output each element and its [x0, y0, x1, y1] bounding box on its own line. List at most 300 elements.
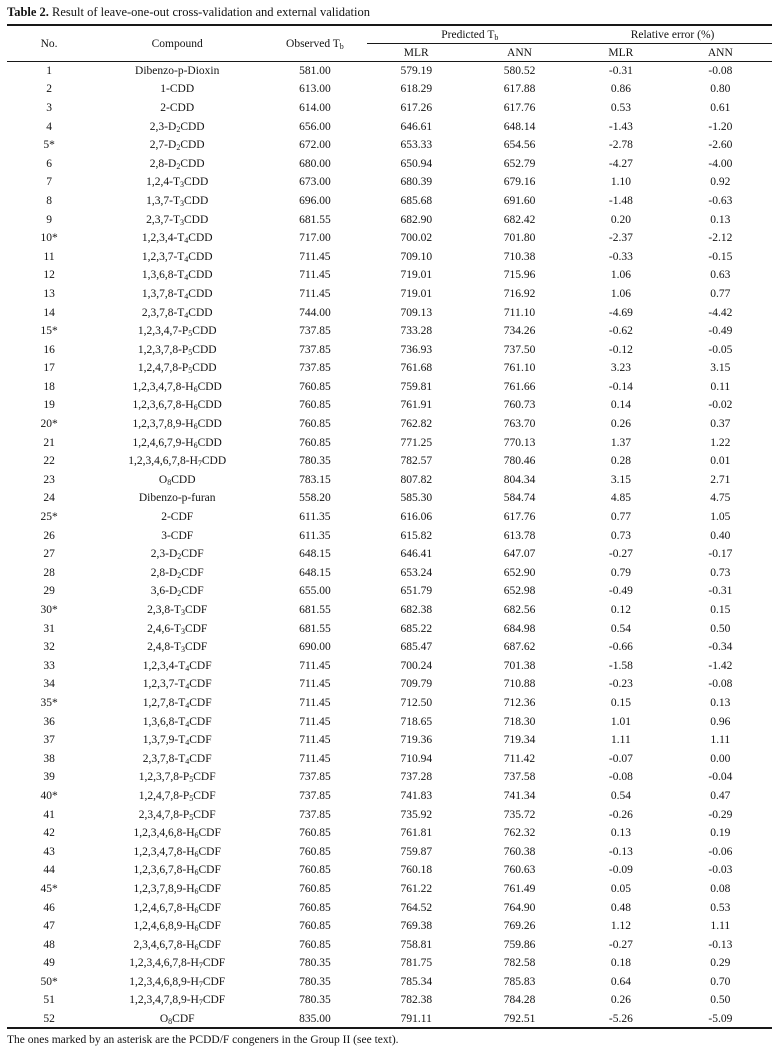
table-row — [7, 935, 772, 954]
no-cell: 4 — [46, 120, 52, 133]
compound-cell: $1,2,4,6,7,8-H_6CDF$ — [133, 901, 221, 915]
compound-cell: $2,4,6-T_3CDF$ — [147, 622, 208, 636]
error-ann-cell: -0.49 — [708, 325, 733, 338]
error-mlr-cell: 0.15 — [610, 696, 631, 709]
header-error-mlr: MLR — [608, 46, 634, 59]
compound-cell: 1-CDD — [160, 83, 195, 96]
observed-tb-cell: 711.45 — [299, 659, 331, 672]
predicted-mlr-cell: 585.30 — [400, 492, 433, 505]
subscript-b: b — [494, 32, 499, 42]
predicted-mlr-cell: 700.02 — [400, 232, 433, 245]
error-ann-cell: -5.09 — [708, 1012, 733, 1025]
compound-cell: $2,3,7,8-T_4CDD$ — [141, 306, 213, 320]
no-cell: 49 — [43, 957, 55, 970]
error-mlr-cell: -5.26 — [608, 1012, 633, 1025]
table-row — [7, 880, 772, 899]
no-cell: 9 — [46, 213, 52, 226]
header-relative-error: Relative error (%) — [573, 25, 772, 44]
predicted-mlr-cell: 682.90 — [400, 213, 433, 226]
predicted-ann-cell: 652.98 — [503, 585, 536, 598]
table-row — [7, 210, 772, 229]
error-mlr-cell: 0.28 — [610, 455, 631, 468]
predicted-mlr-cell: 650.94 — [400, 157, 433, 170]
predicted-ann-cell: 716.92 — [503, 287, 536, 300]
compound-cell: $1,2,3,4-T_4CDF$ — [142, 659, 212, 673]
error-ann-cell: 0.70 — [710, 975, 731, 988]
predicted-ann-cell: 617.76 — [503, 101, 536, 114]
error-mlr-cell: 0.79 — [610, 566, 631, 579]
error-mlr-cell: -0.07 — [608, 752, 633, 765]
observed-tb-cell: 690.00 — [299, 641, 331, 654]
predicted-mlr-cell: 781.75 — [400, 957, 433, 970]
observed-tb-cell: 711.45 — [299, 250, 331, 263]
error-ann-cell: -4.42 — [708, 306, 733, 319]
observed-tb-cell: 711.45 — [299, 678, 331, 691]
table-row — [7, 247, 772, 266]
predicted-ann-cell: 711.10 — [503, 306, 536, 319]
predicted-mlr-cell: 759.87 — [400, 845, 433, 858]
results-table — [7, 24, 772, 1029]
table-caption: Result of leave-one-out cross-validation and external validation — [52, 5, 370, 19]
predicted-ann-cell: 711.42 — [503, 752, 536, 765]
predicted-ann-cell: 792.51 — [503, 1012, 536, 1025]
error-ann-cell: -0.03 — [708, 864, 733, 877]
compound-cell: $1,2,3,4,6,8-H_6CDF$ — [133, 827, 221, 841]
no-cell: 2 — [46, 83, 52, 96]
no-cell: 7 — [46, 176, 52, 189]
predicted-ann-cell: 710.88 — [503, 678, 536, 691]
error-mlr-cell: -0.31 — [608, 65, 633, 78]
observed-tb-cell: 780.35 — [299, 957, 331, 970]
error-mlr-cell: 3.23 — [610, 362, 631, 375]
observed-tb-cell: 648.15 — [299, 566, 331, 579]
header-predicted-mlr: MLR — [403, 46, 429, 59]
observed-tb-cell: 760.85 — [299, 380, 331, 393]
no-cell: 43 — [43, 845, 55, 858]
error-mlr-cell: -4.69 — [608, 306, 633, 319]
predicted-mlr-cell: 737.28 — [400, 771, 433, 784]
error-ann-cell: 0.13 — [710, 213, 731, 226]
table-row — [7, 898, 772, 917]
compound-cell: $1,3,6,8-T_4CDD$ — [141, 269, 213, 283]
header-predicted-ann: ANN — [507, 46, 532, 59]
table-row — [7, 526, 772, 545]
predicted-ann-cell: 782.58 — [503, 957, 536, 970]
error-ann-cell: 1.11 — [710, 920, 731, 933]
error-mlr-cell: -2.37 — [608, 232, 633, 245]
compound-cell: $2,3,8-T_3CDF$ — [147, 604, 208, 618]
observed-tb-cell: 737.85 — [299, 343, 331, 356]
predicted-mlr-cell: 719.01 — [400, 269, 433, 282]
error-mlr-cell: 1.11 — [611, 734, 631, 747]
error-ann-cell: 0.47 — [710, 789, 731, 802]
error-mlr-cell: 1.37 — [610, 436, 631, 449]
predicted-ann-cell: 715.96 — [503, 269, 536, 282]
table-row — [7, 675, 772, 694]
predicted-ann-cell: 763.70 — [503, 418, 536, 431]
predicted-ann-cell: 764.90 — [503, 901, 536, 914]
table-row — [7, 731, 772, 750]
observed-tb-cell: 711.45 — [299, 287, 331, 300]
compound-cell: $1,2,3,7,8-P_5CDD$ — [137, 343, 217, 357]
predicted-mlr-cell: 680.39 — [400, 176, 433, 189]
predicted-ann-cell: 710.38 — [503, 250, 536, 263]
observed-tb-cell: 737.85 — [299, 362, 331, 375]
predicted-ann-cell: 741.34 — [503, 789, 536, 802]
predicted-ann-cell: 584.74 — [503, 492, 536, 505]
error-ann-cell: -0.31 — [708, 585, 733, 598]
observed-tb-cell: 655.00 — [299, 585, 331, 598]
predicted-mlr-cell: 579.19 — [400, 65, 433, 78]
predicted-mlr-cell: 758.81 — [400, 938, 433, 951]
error-mlr-cell: 0.77 — [610, 511, 631, 524]
error-ann-cell: 0.40 — [710, 529, 731, 542]
observed-tb-cell: 760.85 — [299, 845, 331, 858]
error-ann-cell: 0.01 — [710, 455, 731, 468]
no-cell: 32 — [43, 641, 55, 654]
compound-cell: 2-CDD — [160, 101, 195, 114]
table-row — [7, 787, 772, 806]
observed-tb-cell: 711.45 — [299, 752, 331, 765]
compound-cell: $1,2,3,7,8,9-H_6CDD$ — [132, 418, 222, 432]
error-ann-cell: -0.17 — [708, 548, 733, 561]
no-cell: 3 — [46, 101, 52, 114]
predicted-ann-cell: 652.90 — [503, 566, 536, 579]
error-mlr-cell: 4.85 — [610, 492, 631, 505]
error-ann-cell: -0.05 — [708, 343, 733, 356]
predicted-ann-cell: 760.38 — [503, 845, 536, 858]
compound-cell: 3-CDF — [161, 529, 194, 542]
predicted-ann-cell: 617.76 — [503, 511, 536, 524]
predicted-ann-cell: 761.49 — [503, 882, 536, 895]
no-cell: 36 — [43, 715, 55, 728]
observed-tb-cell: 760.85 — [299, 864, 331, 877]
observed-tb-cell: 760.85 — [299, 938, 331, 951]
table-row — [7, 154, 772, 173]
error-ann-cell: -0.08 — [708, 678, 733, 691]
predicted-ann-cell: 701.38 — [503, 659, 536, 672]
observed-tb-cell: 681.55 — [299, 213, 331, 226]
predicted-mlr-cell: 741.83 — [400, 789, 433, 802]
table-row — [7, 545, 772, 564]
observed-tb-cell: 581.00 — [299, 65, 331, 78]
predicted-ann-cell: 687.62 — [503, 641, 536, 654]
observed-tb-cell: 680.00 — [299, 157, 331, 170]
observed-tb-cell: 760.85 — [299, 418, 331, 431]
compound-cell: $1,2,3,7,8,9-H_6CDF$ — [133, 882, 221, 896]
error-mlr-cell: 0.05 — [610, 882, 631, 895]
table-row — [7, 396, 772, 415]
observed-tb-cell: 835.00 — [299, 1012, 331, 1025]
predicted-ann-cell: 682.56 — [503, 604, 536, 617]
error-ann-cell: -0.34 — [708, 641, 733, 654]
predicted-mlr-cell: 653.33 — [400, 139, 433, 152]
compound-cell: $1,3,7,8-T_4CDD$ — [141, 287, 213, 301]
predicted-mlr-cell: 617.26 — [400, 101, 433, 114]
no-cell: 46 — [43, 901, 55, 914]
error-mlr-cell: 1.06 — [610, 287, 631, 300]
predicted-mlr-cell: 760.18 — [400, 864, 433, 877]
observed-tb-cell: 780.35 — [299, 975, 331, 988]
predicted-mlr-cell: 700.24 — [400, 659, 433, 672]
table-title — [7, 4, 772, 21]
error-mlr-cell: -0.33 — [608, 250, 633, 263]
compound-cell: $1,2,3,4,7,8-H_6CDF$ — [133, 845, 221, 859]
predicted-ann-cell: 760.63 — [503, 864, 536, 877]
error-mlr-cell: 3.15 — [610, 473, 631, 486]
compound-cell: $2,7-D_2CDD$ — [149, 139, 205, 153]
observed-tb-cell: 760.85 — [299, 920, 331, 933]
observed-tb-cell: 648.15 — [299, 548, 331, 561]
predicted-mlr-cell: 764.52 — [400, 901, 433, 914]
table-row — [7, 173, 772, 192]
no-cell: 33 — [43, 659, 55, 672]
no-cell: 34 — [43, 678, 55, 691]
error-ann-cell: -0.15 — [708, 250, 733, 263]
observed-tb-cell: 711.45 — [299, 734, 331, 747]
table-row — [7, 415, 772, 434]
error-ann-cell: 0.08 — [710, 882, 731, 895]
predicted-mlr-cell: 685.47 — [400, 641, 433, 654]
compound-cell: $1,2,4,6,8,9-H_6CDF$ — [133, 920, 221, 934]
observed-tb-cell: 744.00 — [299, 306, 331, 319]
error-ann-cell: 1.11 — [710, 734, 731, 747]
compound-cell: 2-CDF — [161, 511, 194, 524]
table-row — [7, 954, 772, 973]
predicted-mlr-cell: 759.81 — [400, 380, 433, 393]
table-row — [7, 1010, 772, 1029]
table-row — [7, 117, 772, 136]
error-ann-cell: -0.06 — [708, 845, 733, 858]
error-ann-cell: 0.19 — [710, 827, 731, 840]
predicted-ann-cell: 784.28 — [503, 994, 536, 1007]
error-mlr-cell: -1.43 — [608, 120, 633, 133]
error-ann-cell: -2.12 — [708, 232, 733, 245]
predicted-mlr-cell: 651.79 — [400, 585, 433, 598]
no-cell: 11 — [43, 250, 55, 263]
error-mlr-cell: 0.12 — [610, 604, 631, 617]
table-row — [7, 80, 772, 99]
error-ann-cell: 0.37 — [710, 418, 731, 431]
no-cell: 27 — [43, 548, 55, 561]
table-row — [7, 99, 772, 118]
error-mlr-cell: 0.86 — [610, 83, 631, 96]
table-row — [7, 285, 772, 304]
predicted-mlr-cell: 653.24 — [400, 566, 433, 579]
no-cell: 47 — [43, 920, 55, 933]
error-ann-cell: -1.42 — [708, 659, 733, 672]
observed-tb-cell: 760.85 — [299, 882, 331, 895]
header-compound: Compound — [151, 37, 203, 50]
observed-tb-cell: 696.00 — [299, 194, 331, 207]
no-cell: 42 — [43, 827, 55, 840]
table-row — [7, 303, 772, 322]
compound-cell: $2,3,4,7,8-P_5CDF$ — [138, 808, 216, 822]
predicted-mlr-cell: 682.38 — [400, 604, 433, 617]
error-ann-cell: -0.29 — [708, 808, 733, 821]
table-row — [7, 973, 772, 992]
table-row — [7, 266, 772, 285]
no-cell: 40* — [40, 789, 58, 802]
table-row — [7, 564, 772, 583]
predicted-mlr-cell: 712.50 — [400, 696, 433, 709]
no-cell: 52 — [43, 1012, 55, 1025]
no-cell: 15* — [40, 325, 58, 338]
compound-cell: $3,6-D_2CDF$ — [150, 585, 204, 599]
compound-cell: $2,3,7,8-T_4CDF$ — [142, 752, 212, 766]
observed-tb-cell: 760.85 — [299, 827, 331, 840]
no-cell: 18 — [43, 380, 55, 393]
predicted-ann-cell: 762.32 — [503, 827, 536, 840]
error-ann-cell: -4.00 — [708, 157, 733, 170]
predicted-ann-cell: 761.66 — [503, 380, 536, 393]
compound-cell: $1,3,7,9-T_4CDF$ — [142, 734, 212, 748]
error-ann-cell: 0.80 — [710, 83, 731, 96]
predicted-mlr-cell: 761.68 — [400, 362, 433, 375]
predicted-ann-cell: 804.34 — [503, 473, 536, 486]
error-ann-cell: -0.13 — [708, 938, 733, 951]
error-mlr-cell: 1.10 — [610, 176, 631, 189]
compound-cell: $2,3,4,6,7,8-H_6CDF$ — [133, 938, 221, 952]
error-mlr-cell: 1.01 — [610, 715, 631, 728]
compound-cell: $1,3,6,8-T_4CDF$ — [142, 715, 212, 729]
compound-cell: $1,2,3,4,6,8,9-H_7CDF$ — [129, 975, 226, 989]
error-ann-cell: 0.92 — [710, 176, 731, 189]
no-cell: 23 — [43, 473, 55, 486]
observed-tb-cell: 717.00 — [299, 232, 331, 245]
error-mlr-cell: -0.23 — [608, 678, 633, 691]
predicted-mlr-cell: 685.68 — [400, 194, 433, 207]
error-ann-cell: 2.71 — [710, 473, 731, 486]
error-ann-cell: 1.05 — [710, 511, 731, 524]
table-row — [7, 712, 772, 731]
table-row — [7, 601, 772, 620]
predicted-mlr-cell: 709.13 — [400, 306, 433, 319]
error-mlr-cell: -0.62 — [608, 325, 633, 338]
no-cell: 22 — [43, 455, 55, 468]
compound-cell: $1,2,3,7-T_4CDF$ — [142, 678, 212, 692]
error-mlr-cell: -0.09 — [608, 864, 633, 877]
table-row — [7, 433, 772, 452]
observed-tb-cell: 672.00 — [299, 139, 331, 152]
table-row — [7, 582, 772, 601]
error-mlr-cell: -0.49 — [608, 585, 633, 598]
table-row — [7, 489, 772, 508]
error-mlr-cell: -0.26 — [608, 808, 633, 821]
compound-cell: Dibenzo-p-furan — [138, 492, 216, 505]
predicted-mlr-cell: 762.82 — [400, 418, 433, 431]
predicted-mlr-cell: 782.38 — [400, 994, 433, 1007]
compound-cell: $1,2,4-T_3CDD$ — [146, 176, 209, 190]
predicted-mlr-cell: 761.91 — [400, 399, 433, 412]
no-cell: 17 — [43, 362, 55, 375]
header-error-ann: ANN — [707, 46, 733, 59]
table-row — [7, 694, 772, 713]
observed-tb-cell: 737.85 — [299, 808, 331, 821]
table-row — [7, 638, 772, 657]
compound-cell: $1,2,3,4,6,7,8-H_7CDF$ — [129, 957, 226, 971]
predicted-ann-cell: 785.83 — [503, 975, 536, 988]
compound-cell: $1,2,4,6,7,9-H_6CDD$ — [132, 436, 222, 450]
predicted-ann-cell: 647.07 — [503, 548, 536, 561]
compound-cell: $2,8-D_2CDF$ — [150, 566, 204, 580]
observed-tb-cell: 673.00 — [299, 176, 331, 189]
no-cell: 10* — [40, 232, 58, 245]
error-ann-cell: 0.15 — [710, 604, 731, 617]
error-mlr-cell: -2.78 — [608, 139, 633, 152]
table-row — [7, 340, 772, 359]
error-mlr-cell: 0.53 — [610, 101, 631, 114]
table-row — [7, 917, 772, 936]
table-row — [7, 657, 772, 676]
error-ann-cell: 0.96 — [710, 715, 731, 728]
no-cell: 44 — [43, 864, 55, 877]
error-mlr-cell: -0.14 — [608, 380, 633, 393]
error-mlr-cell: 0.14 — [610, 399, 631, 412]
error-mlr-cell: -0.66 — [608, 641, 633, 654]
observed-tb-cell: 737.85 — [299, 771, 331, 784]
table-row — [7, 452, 772, 471]
no-cell: 30* — [40, 604, 58, 617]
predicted-mlr-cell: 782.57 — [400, 455, 433, 468]
table-row — [7, 136, 772, 155]
error-mlr-cell: 0.18 — [610, 957, 631, 970]
no-cell: 14 — [43, 306, 55, 319]
compound-cell: $2,4,8-T_3CDF$ — [147, 641, 208, 655]
observed-tb-cell: 611.35 — [299, 511, 331, 524]
predicted-mlr-cell: 791.11 — [400, 1012, 432, 1025]
no-cell: 20* — [40, 418, 58, 431]
predicted-ann-cell: 712.36 — [503, 696, 536, 709]
table-row — [7, 824, 772, 843]
no-cell: 24 — [43, 492, 55, 505]
predicted-mlr-cell: 761.81 — [400, 827, 433, 840]
observed-tb-cell: 760.85 — [299, 436, 331, 449]
error-mlr-cell: 0.54 — [610, 789, 631, 802]
table-row — [7, 322, 772, 341]
predicted-mlr-cell: 735.92 — [400, 808, 433, 821]
table-row — [7, 229, 772, 248]
table-row — [7, 991, 772, 1010]
error-ann-cell: -0.02 — [708, 399, 733, 412]
predicted-mlr-cell: 615.82 — [400, 529, 433, 542]
error-mlr-cell: -0.13 — [608, 845, 633, 858]
table-row — [7, 619, 772, 638]
predicted-mlr-cell: 807.82 — [400, 473, 433, 486]
error-mlr-cell: 0.73 — [610, 529, 631, 542]
table-row — [7, 192, 772, 211]
compound-cell: $1,2,4,7,8-P_5CDF$ — [138, 789, 216, 803]
predicted-ann-cell: 679.16 — [503, 176, 536, 189]
error-ann-cell: 0.00 — [710, 752, 731, 765]
predicted-ann-cell: 737.50 — [503, 343, 536, 356]
compound-cell: $2,3-D_2CDF$ — [150, 548, 204, 562]
compound-cell: $1,2,3,4,6,7,8-H_7CDD$ — [128, 455, 227, 469]
no-cell: 41 — [43, 808, 55, 821]
predicted-ann-cell: 701.80 — [503, 232, 536, 245]
no-cell: 29 — [43, 585, 55, 598]
predicted-ann-cell: 580.52 — [503, 65, 536, 78]
no-cell: 1 — [46, 65, 52, 78]
error-mlr-cell: 0.54 — [610, 622, 631, 635]
predicted-ann-cell: 737.58 — [503, 771, 536, 784]
error-ann-cell: -2.60 — [708, 139, 733, 152]
no-cell: 25* — [40, 511, 58, 524]
compound-cell: Dibenzo-p-Dioxin — [135, 65, 220, 78]
observed-tb-cell: 614.00 — [299, 101, 331, 114]
observed-tb-cell: 737.85 — [299, 789, 331, 802]
predicted-ann-cell: 684.98 — [503, 622, 536, 635]
